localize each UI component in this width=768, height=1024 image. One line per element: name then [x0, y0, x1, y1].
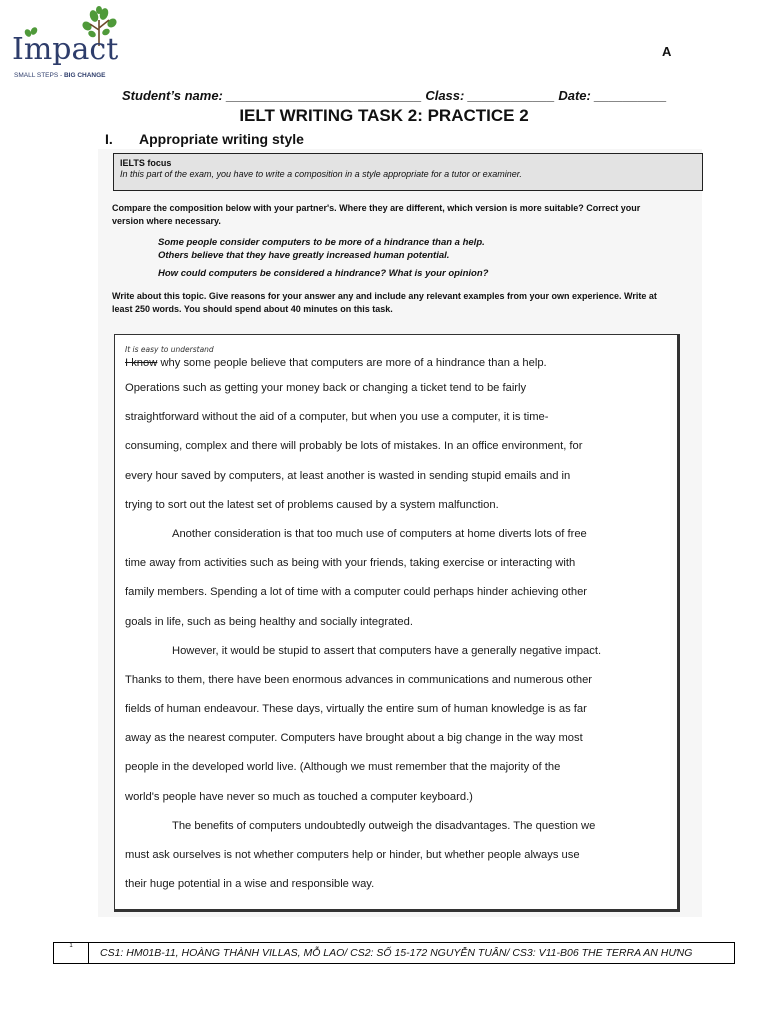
compare-instruction: Compare the composition below with your partner's. Where they are different, which version is more suitable? Correct your version where necessary.	[112, 203, 641, 226]
essay-line: must ask ourselves is not whether computers help or hinder, but whether people always use	[125, 849, 580, 861]
write-instruction: Write about this topic. Give reasons for your answer any and include any relevant examples from your own experience. Write at least 250 words. You should spend about 40 minutes on this task.	[112, 291, 657, 314]
prompt-line: Some people consider computers to be more of a hindrance than a help.	[158, 237, 485, 248]
essay-text	[125, 345, 665, 905]
page-number: 1	[54, 943, 89, 963]
essay-prompt	[158, 236, 638, 280]
section-number: I.	[105, 131, 113, 147]
footer-address: CS1: HM01B-11, HOÀNG THÀNH VILLAS, MỖ LAO/ CS2: SỐ 15-172 NGUYỄN TUÂN/ CS3: V11-B06 THE TERRA AN HƯNG	[100, 947, 693, 959]
ielts-focus-box	[113, 153, 703, 191]
essay-line: fields of human endeavour. These days, virtually the entire sum of human knowledge is as far	[125, 703, 587, 716]
essay-line: trying to sort out the latest set of problems caused by a system malfunction.	[125, 498, 499, 511]
essay-line: The benefits of computers undoubtedly outweigh the disadvantages. The question we	[172, 819, 596, 832]
essay-line: Operations such as getting your money back or changing a ticket tend to be fairly	[125, 382, 527, 394]
essay-line: Another consideration is that too much use of computers at home diverts lots of free	[172, 527, 587, 540]
focus-title: IELTS focus	[120, 158, 172, 168]
logo-tagline: SMALL STEPS - BIG CHANGE	[14, 72, 106, 79]
essay-line: However, it would be stupid to assert that computers have a generally negative impact.	[172, 644, 602, 657]
essay-line: people in the developed world live. (Although we must remember that the majority of the	[125, 761, 561, 774]
essay-line: every hour saved by computers, at least another is wasted in sending stupid emails and in	[125, 469, 571, 482]
section-heading	[105, 131, 304, 147]
essay-line: away as the nearest computer. Computers have brought about a big change in the way most	[125, 732, 583, 745]
focus-text: In this part of the exam, you have to write a composition in a style appropriate for a tutor or examiner.	[120, 169, 522, 179]
version-letter: A	[662, 44, 672, 59]
struck-text: I know	[125, 357, 158, 369]
prompt-line: Others believe that they have greatly increased human potential.	[158, 250, 450, 261]
student-info-line: Student’s name: ___________________________ Class: ____________ Date: __________	[122, 88, 667, 103]
essay-line: straightforward without the aid of a computer, but when you use a computer, it is time-	[125, 411, 549, 424]
essay-line: consuming, complex and there will probably be lots of mistakes. In an office environment, for	[125, 440, 583, 453]
essay-line: I know why some people believe that computers are more of a hindrance than a help.	[125, 357, 547, 369]
handwritten-correction: It is easy to understand	[125, 345, 214, 354]
essay-line: their huge potential in a wise and responsible way.	[125, 878, 375, 891]
essay-line: family members. Spending a lot of time with a computer could perhaps hinder achieving other	[125, 586, 588, 599]
prompt-line: How could computers be considered a hindrance? What is your opinion?	[158, 268, 489, 279]
essay-line: Thanks to them, there have been enormous advances in communications and numerous other	[125, 673, 593, 686]
section-title: Appropriate writing style	[139, 131, 304, 147]
essay-line: world's people have never so much as touched a computer keyboard.)	[125, 790, 473, 803]
footer-address-bar	[53, 942, 735, 964]
logo-wordmark: Impact	[12, 32, 119, 67]
essay-line: goals in life, such as being healthy and socially integrated.	[125, 615, 413, 628]
page-title: IELT WRITING TASK 2: PRACTICE 2	[239, 106, 529, 125]
impact-logo	[10, 6, 120, 79]
essay-line: time away from activities such as being with your friends, taking exercise or interacting with	[125, 557, 576, 570]
